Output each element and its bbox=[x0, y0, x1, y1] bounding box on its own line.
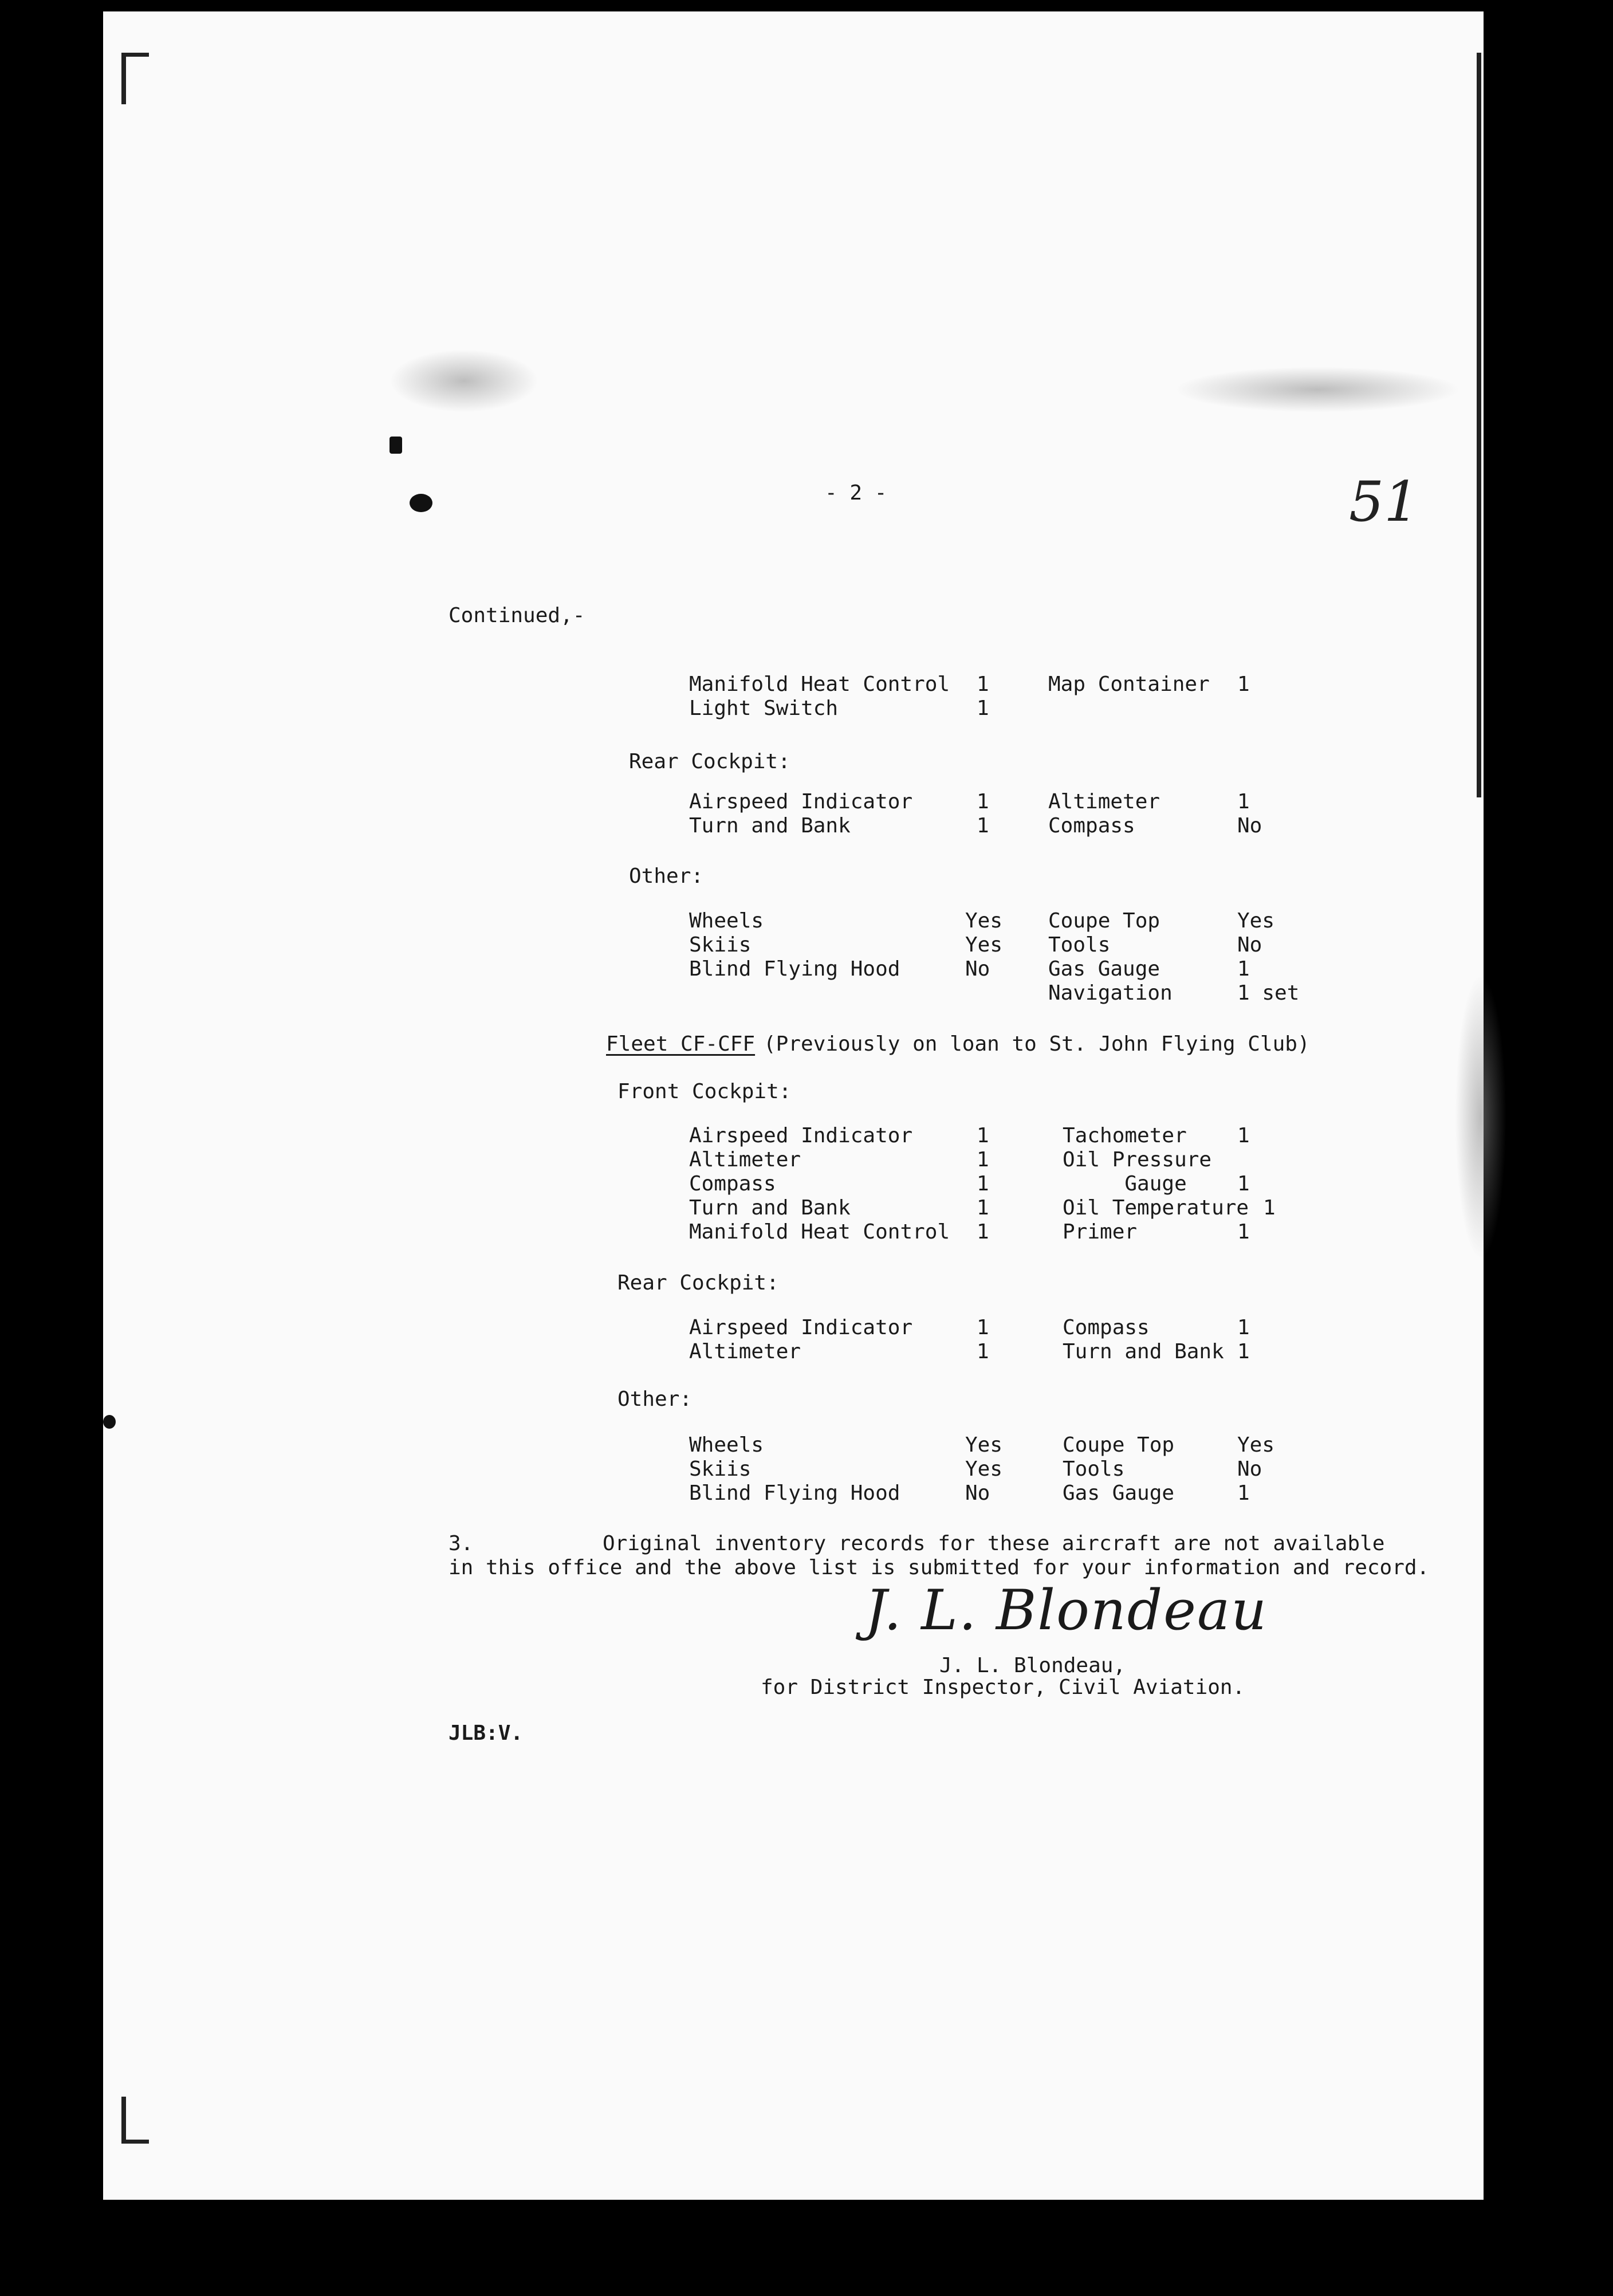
rear-row-qty: 1 bbox=[977, 814, 989, 838]
front-row-item-right: Primer bbox=[1063, 1220, 1138, 1244]
cockpit-row-qty: 1 bbox=[977, 697, 989, 720]
document-sheet bbox=[103, 11, 1484, 2200]
other-row-qty: No bbox=[965, 957, 990, 981]
front-row-item: Airspeed Indicator bbox=[689, 1124, 913, 1147]
front-row-qty: 1 bbox=[977, 1196, 989, 1220]
paragraph-number: 3. bbox=[449, 1532, 474, 1555]
paragraph-line-2: in this office and the above list is submitted for your information and record. bbox=[449, 1556, 1430, 1579]
other-row-item-right: Tools bbox=[1048, 933, 1111, 957]
rear-row-item-right: Compass bbox=[1048, 814, 1135, 838]
front-row-item: Turn and Bank bbox=[689, 1196, 851, 1220]
other-row-qty: Yes bbox=[965, 933, 1003, 957]
front-row-qty: 1 bbox=[977, 1148, 989, 1171]
signatory-title: for District Inspector, Civil Aviation. bbox=[761, 1676, 1245, 1699]
other-row-2-item: Skiis bbox=[689, 1457, 752, 1481]
front-row-qty-right: 1 bbox=[1237, 1172, 1250, 1196]
cockpit-row-qty-right: 1 bbox=[1237, 673, 1250, 696]
handwritten-signature: J. L. Blondeau bbox=[865, 1578, 1268, 1642]
front-row-qty-right: 1 bbox=[1237, 1124, 1250, 1147]
front-row-item: Compass bbox=[689, 1172, 776, 1196]
crop-mark-bottom-left-h bbox=[121, 2140, 149, 2144]
crop-mark-bottom-left bbox=[121, 2097, 126, 2142]
rear-row-2-item: Airspeed Indicator bbox=[689, 1316, 913, 1339]
continued-label: Continued,- bbox=[449, 604, 585, 627]
margin-dot bbox=[103, 1415, 116, 1429]
other-row-qty-right: No bbox=[1237, 933, 1262, 957]
rear-row-2-item-right: Turn and Bank bbox=[1063, 1340, 1224, 1363]
front-row-qty-right: 1 bbox=[1263, 1196, 1276, 1220]
fleet-title-note: (Previously on loan to St. John Flying Club) bbox=[764, 1032, 1310, 1056]
rear-row-2-qty: 1 bbox=[977, 1316, 989, 1339]
front-row-item-right: Tachometer bbox=[1063, 1124, 1187, 1147]
front-cockpit-heading: Front Cockpit: bbox=[617, 1080, 792, 1103]
page-number: - 2 - bbox=[825, 481, 887, 505]
rear-row-item: Turn and Bank bbox=[689, 814, 851, 838]
rear-cockpit-heading: Rear Cockpit: bbox=[629, 750, 790, 773]
rear-row-2-item: Altimeter bbox=[689, 1340, 801, 1363]
other-row-2-qty: Yes bbox=[965, 1457, 1003, 1481]
signature bbox=[865, 1578, 1268, 1653]
other-row-qty: Yes bbox=[965, 909, 1003, 933]
crop-mark-top-right bbox=[1477, 53, 1481, 797]
cockpit-row-item: Light Switch bbox=[689, 697, 839, 720]
fleet-title: Fleet CF-CFF bbox=[606, 1032, 756, 1056]
cockpit-row-qty: 1 bbox=[977, 673, 989, 696]
other-row-2-item: Blind Flying Hood bbox=[689, 1481, 900, 1505]
front-row-item-right: Oil Temperature bbox=[1063, 1196, 1249, 1220]
rear-row-2-qty: 1 bbox=[977, 1340, 989, 1363]
handwritten-folio-number: 51 bbox=[1349, 470, 1419, 534]
other-heading-2: Other: bbox=[617, 1387, 693, 1411]
other-row-item-right: Coupe Top bbox=[1048, 909, 1160, 933]
other-row-2-item-right: Coupe Top bbox=[1063, 1433, 1175, 1457]
other-row-item: Wheels bbox=[689, 909, 764, 933]
punch-hole-mark bbox=[410, 494, 432, 512]
signatory-name: J. L. Blondeau, bbox=[939, 1654, 1126, 1677]
other-row-qty-right: 1 set bbox=[1237, 981, 1300, 1005]
other-heading: Other: bbox=[629, 864, 704, 888]
cockpit-row-item: Manifold Heat Control bbox=[689, 673, 950, 696]
rear-row-item: Airspeed Indicator bbox=[689, 790, 913, 813]
other-row-item: Skiis bbox=[689, 933, 752, 957]
rear-row-item-right: Altimeter bbox=[1048, 790, 1160, 813]
scan-smudge-top-right bbox=[1174, 367, 1461, 412]
other-row-2-item-right: Gas Gauge bbox=[1063, 1481, 1175, 1505]
front-row-item: Altimeter bbox=[689, 1148, 801, 1171]
paragraph-line-1: Original inventory records for these aircraft are not available bbox=[603, 1532, 1385, 1555]
rear-row-2-item-right: Compass bbox=[1063, 1316, 1150, 1339]
other-row-item-right: Gas Gauge bbox=[1048, 957, 1160, 981]
reference-initials: JLB:V. bbox=[449, 1721, 524, 1745]
other-row-2-item-right: Tools bbox=[1063, 1457, 1125, 1481]
other-row-qty-right: 1 bbox=[1237, 957, 1250, 981]
rear-row-2-qty-right: 1 bbox=[1237, 1316, 1250, 1339]
front-row-item-right: Oil Pressure bbox=[1063, 1148, 1212, 1171]
rear-row-qty-right: No bbox=[1237, 814, 1262, 838]
rear-row-qty-right: 1 bbox=[1237, 790, 1250, 813]
other-row-2-qty-right: Yes bbox=[1237, 1433, 1275, 1457]
other-row-2-item: Wheels bbox=[689, 1433, 764, 1457]
rear-row-qty: 1 bbox=[977, 790, 989, 813]
other-row-2-qty-right: 1 bbox=[1237, 1481, 1250, 1505]
front-row-qty-right: 1 bbox=[1237, 1220, 1250, 1244]
front-row-item-right: Gauge bbox=[1063, 1172, 1187, 1196]
other-row-qty-right: Yes bbox=[1237, 909, 1275, 933]
crop-mark-top-left-h bbox=[121, 53, 149, 57]
front-row-qty: 1 bbox=[977, 1172, 989, 1196]
other-row-item: Blind Flying Hood bbox=[689, 957, 900, 981]
other-row-item-right: Navigation bbox=[1048, 981, 1173, 1005]
other-row-2-qty: Yes bbox=[965, 1433, 1003, 1457]
crop-mark-top-left bbox=[121, 53, 126, 104]
front-row-item: Manifold Heat Control bbox=[689, 1220, 950, 1244]
scan-smudge-right-edge bbox=[1455, 974, 1506, 1260]
cockpit-row-item-right: Map Container bbox=[1048, 673, 1210, 696]
other-row-2-qty-right: No bbox=[1237, 1457, 1262, 1481]
other-row-2-qty: No bbox=[965, 1481, 990, 1505]
rear-row-2-qty-right: 1 bbox=[1237, 1340, 1250, 1363]
front-row-qty: 1 bbox=[977, 1124, 989, 1147]
scan-smudge-top-left bbox=[390, 349, 538, 412]
margin-mark bbox=[390, 437, 402, 454]
front-row-qty: 1 bbox=[977, 1220, 989, 1244]
rear-cockpit-heading-2: Rear Cockpit: bbox=[617, 1271, 779, 1295]
